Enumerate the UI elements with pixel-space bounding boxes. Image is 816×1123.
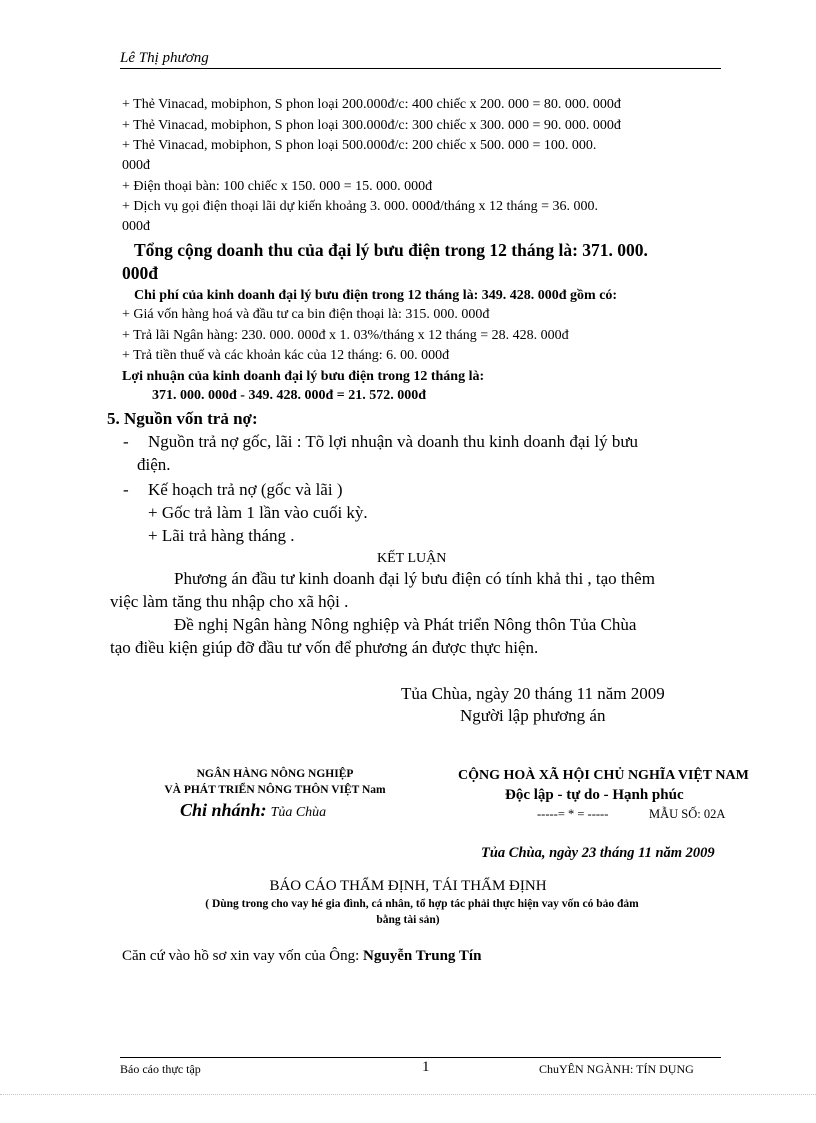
section5-item2: Kế hoạch trả nợ (gốc và lãi ) bbox=[148, 480, 343, 499]
cost-item: + Giá vốn hàng hoá và đầu tư ca bin điện thoại là: 315. 000. 000đ bbox=[122, 307, 490, 322]
profit-title: Lợi nhuận của kinh doanh đại lý bưu điện trong 12 tháng là: bbox=[122, 369, 485, 384]
page-bottom-dotted-rule bbox=[0, 1094, 816, 1095]
section5-dash: - bbox=[123, 480, 129, 499]
report-subtitle-line2: bằng tài sản) bbox=[376, 914, 440, 926]
section5-dash: - bbox=[123, 432, 129, 451]
conclusion-p2-line1: Đề nghị Ngân hàng Nông nghiệp và Phát triển Nông thôn Tủa Chùa bbox=[174, 615, 637, 634]
motto-divider: -----= * = ----- bbox=[537, 807, 609, 821]
basis-line bbox=[122, 948, 481, 965]
report-title: BÁO CÁO THẨM ĐỊNH, TÁI THẨM ĐỊNH bbox=[269, 878, 547, 894]
national-motto: Độc lập - tự do - Hạnh phúc bbox=[505, 787, 684, 803]
profit-calc: 371. 000. 000đ - 349. 428. 000đ = 21. 572. 000đ bbox=[152, 388, 426, 403]
section5-sub1: + Gốc trả làm 1 lần vào cuối kỳ. bbox=[148, 503, 368, 522]
country-name: CỘNG HOÀ XÃ HỘI CHỦ NGHĨA VIỆT NAM bbox=[458, 768, 749, 783]
bank-name-line2: VÀ PHÁT TRIỂN NÔNG THÔN VIỆT Nam bbox=[164, 784, 386, 796]
section5-item1-line1: Nguồn trả nợ gốc, lãi : Tõ lợi nhuận và doanh thu kinh doanh đại lý bưu bbox=[148, 432, 639, 451]
section5-heading: 5. Nguồn vốn trả nợ: bbox=[107, 409, 258, 428]
list-item: + Thẻ Vinacad, mobiphon, S phon loại 300.000đ/c: 300 chiếc x 300. 000 = 90. 000. 000đ bbox=[122, 118, 621, 133]
form-date: Tủa Chùa, ngày 23 tháng 11 năm 2009 bbox=[481, 845, 715, 861]
footer-right: ChuYÊN NGÀNH: TÍN DỤNG bbox=[539, 1062, 694, 1076]
cost-title: Chi phí của kinh doanh đại lý bưu điện trong 12 tháng là: 349. 428. 000đ gồm có: bbox=[134, 288, 618, 303]
borrower-name: Nguyễn Trung Tín bbox=[363, 948, 482, 964]
footer-left: Báo cáo thực tập bbox=[120, 1062, 201, 1076]
conclusion-title: KẾT LUẬN bbox=[377, 551, 447, 566]
cost-item: + Trả lãi Ngân hàng: 230. 000. 000đ x 1. 03%/tháng x 12 tháng = 28. 428. 000đ bbox=[122, 328, 569, 343]
section5-sub2: + Lãi trả hàng tháng . bbox=[148, 526, 295, 545]
list-item: 000đ bbox=[122, 219, 150, 234]
page-number: 1 bbox=[422, 1059, 430, 1075]
branch-name: Tủa Chùa bbox=[270, 805, 327, 820]
header-rule bbox=[120, 68, 721, 69]
list-item: + Điện thoại bàn: 100 chiếc x 150. 000 = 15. 000. 000đ bbox=[122, 179, 433, 194]
section5-item1-line2: điện. bbox=[137, 455, 171, 474]
basis-prefix: Căn cứ vào hồ sơ xin vay vốn của Ông: bbox=[122, 948, 364, 964]
signoff-date: Tủa Chùa, ngày 20 tháng 11 năm 2009 bbox=[401, 684, 665, 703]
cost-item: + Trả tiền thuế và các khoản kác của 12 tháng: 6. 00. 000đ bbox=[122, 348, 450, 363]
form-number: MẪU SỐ: 02A bbox=[649, 807, 726, 821]
branch-label: Chi nhánh: bbox=[180, 800, 267, 820]
conclusion-p2-line2: tạo điều kiện giúp đỡ đầu tư vốn để phương án được thực hiện. bbox=[110, 638, 539, 657]
footer-rule bbox=[120, 1057, 721, 1058]
revenue-total-line2: 000đ bbox=[122, 263, 158, 283]
conclusion-p1-line1: Phương án đầu tư kinh doanh đại lý bưu điện có tính khả thi , tạo thêm bbox=[174, 569, 655, 588]
list-item: + Thẻ Vinacad, mobiphon, S phon loại 200.000đ/c: 400 chiếc x 200. 000 = 80. 000. 000đ bbox=[122, 97, 621, 112]
report-subtitle-line1: ( Dùng trong cho vay hé gia đình, cá nhân, tổ hợp tác phải thực hiện vay vốn có bảo đảm bbox=[205, 898, 639, 910]
list-item: + Dịch vụ gọi điện thoại lãi dự kiến khoảng 3. 000. 000đ/tháng x 12 tháng = 36. 000. bbox=[122, 199, 598, 214]
list-item: 000đ bbox=[122, 158, 150, 173]
header-author: Lê Thị phương bbox=[120, 50, 209, 66]
list-item: + Thẻ Vinacad, mobiphon, S phon loại 500.000đ/c: 200 chiếc x 500. 000 = 100. 000. bbox=[122, 138, 597, 153]
revenue-total-line1: Tổng cộng doanh thu của đại lý bưu điện trong 12 tháng là: 371. 000. bbox=[134, 240, 648, 260]
bank-name-line1: NGÂN HÀNG NÔNG NGHIỆP bbox=[196, 768, 354, 780]
conclusion-p1-line2: việc làm tăng thu nhập cho xã hội . bbox=[110, 592, 349, 611]
branch bbox=[180, 800, 326, 821]
signoff-role: Người lập phương án bbox=[460, 706, 606, 725]
